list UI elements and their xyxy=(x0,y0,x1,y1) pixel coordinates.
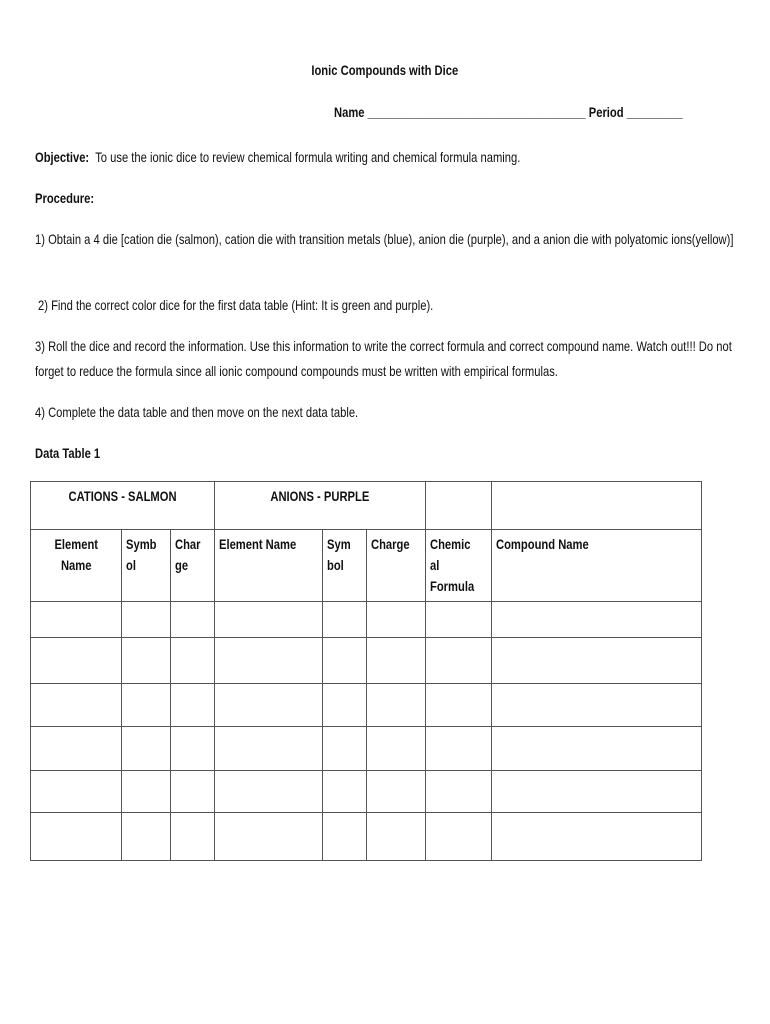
objective xyxy=(35,145,770,170)
table-cell[interactable] xyxy=(322,813,366,861)
table-cell[interactable] xyxy=(31,684,122,727)
table-cell[interactable] xyxy=(215,638,322,684)
table-cell[interactable] xyxy=(122,813,171,861)
table-cell[interactable] xyxy=(366,638,425,684)
procedure-step-3: 3) Roll the dice and record the information. Use this information to write the correct formula and correct compound name. Watch out!!! Do not forget to reduce the formula since all ionic compound compounds must be written with empirical formulas. xyxy=(35,338,732,379)
table-cell[interactable] xyxy=(122,684,171,727)
table-cell[interactable] xyxy=(425,771,491,813)
data-table-title: Data Table 1 xyxy=(35,445,101,461)
objective-text: To use the ionic dice to review chemical formula writing and chemical formula naming. xyxy=(95,149,521,165)
procedure-step-2: 2) Find the correct color dice for the first data table (Hint: It is green and purple). xyxy=(38,297,434,313)
table-row xyxy=(31,771,702,813)
procedure-heading: Procedure: xyxy=(35,190,95,206)
objective-label: Objective: xyxy=(35,149,90,165)
cations-header: CATIONS - SALMON xyxy=(31,482,215,530)
table-cell[interactable] xyxy=(122,727,171,771)
col-charge: Char ge xyxy=(171,530,215,602)
table-cell[interactable] xyxy=(425,813,491,861)
table-cell[interactable] xyxy=(492,813,702,861)
procedure-step-1: 1) Obtain a 4 die [cation die (salmon), cation die with transition metals (blue), anion die (purple), and a anion die with polyatomic ions(yellow)] xyxy=(35,231,734,247)
group-header-row xyxy=(31,482,702,530)
table-cell[interactable] xyxy=(492,602,702,638)
table-cell[interactable] xyxy=(215,684,322,727)
table-cell[interactable] xyxy=(31,813,122,861)
name-period-line: Name ___________________________________ Period _________ xyxy=(334,104,683,120)
anions-header: ANIONS - PURPLE xyxy=(215,482,426,530)
data-table-1 xyxy=(30,481,702,861)
table-cell[interactable] xyxy=(215,727,322,771)
table-row xyxy=(31,684,702,727)
col-compound-name: Compound Name xyxy=(492,530,702,602)
table-cell[interactable] xyxy=(366,684,425,727)
table-cell[interactable] xyxy=(322,771,366,813)
table-cell[interactable] xyxy=(425,638,491,684)
table-cell[interactable] xyxy=(122,771,171,813)
table-cell[interactable] xyxy=(322,684,366,727)
table-cell[interactable] xyxy=(215,771,322,813)
col-anion-element-name: Element Name xyxy=(215,530,322,602)
column-header-row xyxy=(31,530,702,602)
empty-header-cell xyxy=(492,482,702,530)
table-row xyxy=(31,813,702,861)
table-row xyxy=(31,602,702,638)
col-anion-charge: Charge xyxy=(366,530,425,602)
table-cell[interactable] xyxy=(171,638,215,684)
table-cell[interactable] xyxy=(171,602,215,638)
empty-header-cell xyxy=(425,482,491,530)
table-cell[interactable] xyxy=(366,727,425,771)
table-cell[interactable] xyxy=(366,602,425,638)
procedure-step-4: 4) Complete the data table and then move on the next data table. xyxy=(35,404,359,420)
table-cell[interactable] xyxy=(322,727,366,771)
table-cell[interactable] xyxy=(171,771,215,813)
table-cell[interactable] xyxy=(31,638,122,684)
table-cell[interactable] xyxy=(492,684,702,727)
col-symbol: Symb ol xyxy=(122,530,171,602)
table-cell[interactable] xyxy=(366,813,425,861)
table-row xyxy=(31,638,702,684)
table-cell[interactable] xyxy=(171,684,215,727)
col-chemical-formula: Chemic al Formula xyxy=(425,530,491,602)
table-cell[interactable] xyxy=(425,727,491,771)
table-cell[interactable] xyxy=(492,638,702,684)
table-cell[interactable] xyxy=(425,602,491,638)
table-cell[interactable] xyxy=(171,727,215,771)
table-cell[interactable] xyxy=(122,602,171,638)
table-row xyxy=(31,727,702,771)
table-cell[interactable] xyxy=(31,602,122,638)
table-cell[interactable] xyxy=(492,727,702,771)
table-cell[interactable] xyxy=(31,771,122,813)
table-cell[interactable] xyxy=(366,771,425,813)
table-cell[interactable] xyxy=(215,602,322,638)
table-cell[interactable] xyxy=(492,771,702,813)
col-element-name: Element Name xyxy=(31,530,122,602)
table-cell[interactable] xyxy=(322,638,366,684)
table-cell[interactable] xyxy=(31,727,122,771)
table-cell[interactable] xyxy=(322,602,366,638)
table-cell[interactable] xyxy=(122,638,171,684)
col-anion-symbol: Sym bol xyxy=(322,530,366,602)
table-cell[interactable] xyxy=(425,684,491,727)
table-cell[interactable] xyxy=(171,813,215,861)
page-title: Ionic Compounds with Dice xyxy=(311,62,459,78)
table-cell[interactable] xyxy=(215,813,322,861)
